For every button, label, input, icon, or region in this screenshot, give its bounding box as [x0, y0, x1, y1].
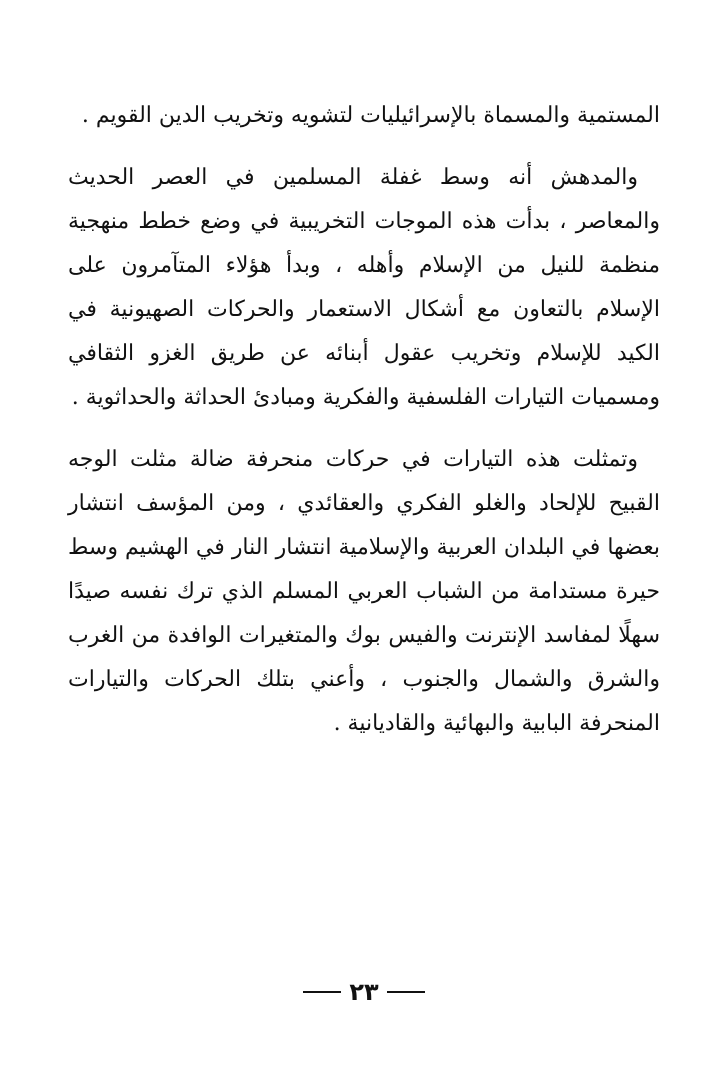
paragraph-3: وتمثلت هذه التيارات في حركات منحرفة ضالة مثلت الوجه القبيح للإلحاد والغلو الفكري والعقائدي ، ومن المؤسف انتشار بعضها في البلدان العربية والإسلامية انتشار النار في الهشيم وسط حيرة مستدامة من الشباب العربي المسلم الذي ترك نفسه صيدًا سهلًا لمفاسد الإنترنت والفيس بوك والمتغيرات الوافدة من الغرب والشرق والشمال والجنوب ، وأعني بتلك الحركات والتيارات المنحرفة البابية والبهائية والقاديانية .	[68, 447, 660, 736]
footer-left-rule	[303, 991, 341, 993]
body-text	[68, 94, 660, 764]
page-footer	[0, 972, 728, 1012]
paragraph-1: المستمية والمسماة بالإسرائيليات لتشويه وتخريب الدين القويم .	[81, 103, 660, 128]
footer-right-rule	[387, 991, 425, 993]
page-number: ٢٣	[349, 978, 379, 1006]
paragraph-2: والمدهش أنه وسط غفلة المسلمين في العصر الحديث والمعاصر ، بدأت هذه الموجات التخريبية في وضع خطط منهجية منظمة للنيل من الإسلام وأهله ، وبدأ هؤلاء المتآمرون على الإسلام بالتعاون مع أشكال الاستعمار والحركات الصهيونية في الكيد للإسلام وتخريب عقول أبنائه عن طريق الغزو الثقافي ومسميات التيارات الفلسفية والفكرية ومبادئ الحداثة والحداثوية .	[68, 165, 661, 410]
